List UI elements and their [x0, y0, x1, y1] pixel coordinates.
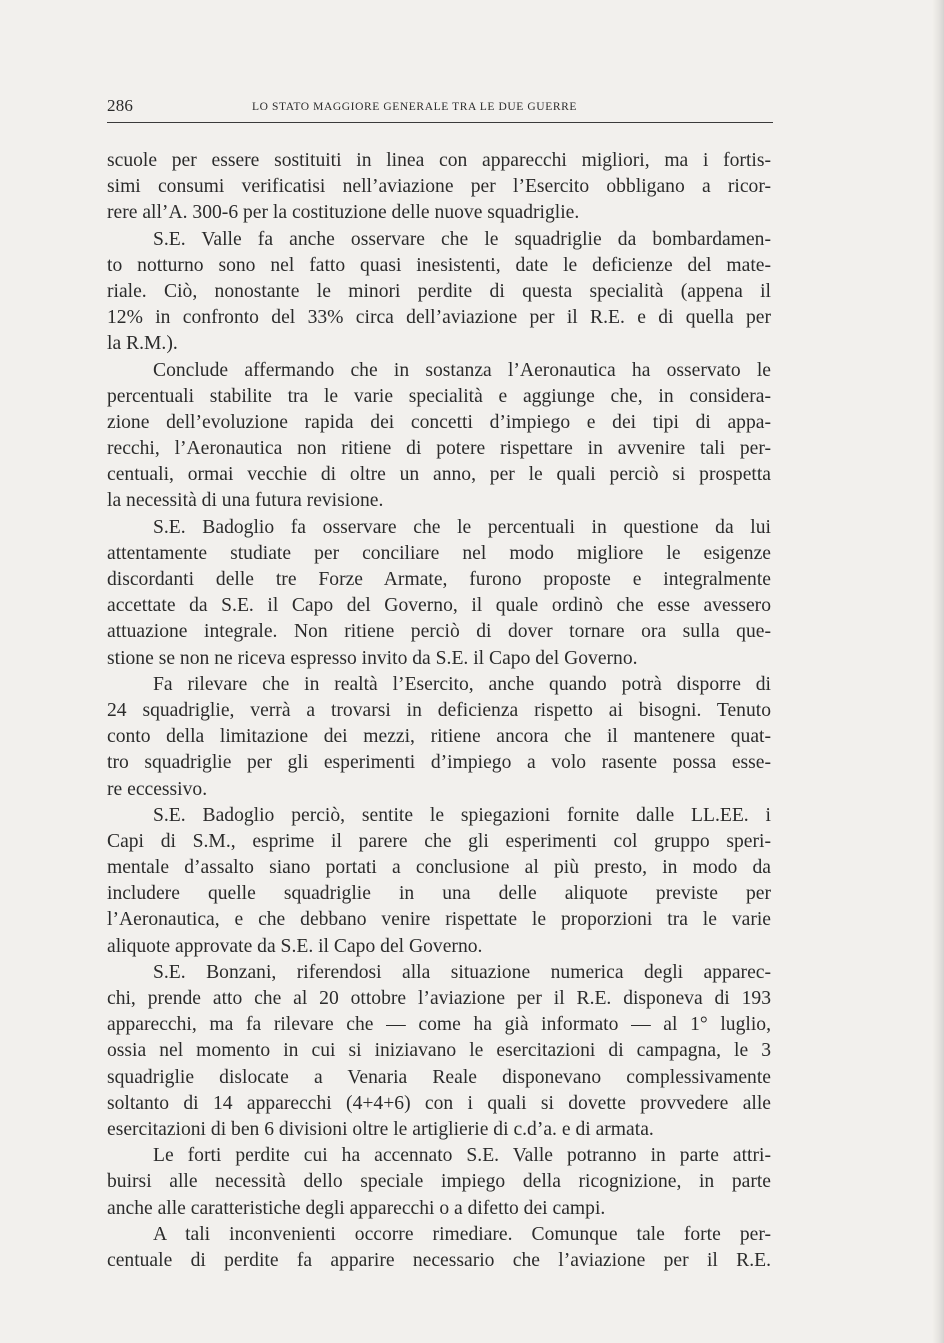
text-line: esercitazioni di ben 6 divisioni oltre le artiglierie di c.d’a. e di armata.: [107, 1118, 654, 1140]
text-line: 12% in confronto del 33% circa dell’aviazione per il R.E. e di quella per: [107, 307, 771, 329]
text-line: apparecchi, ma fa rilevare che — come ha già informato — al 1° luglio,: [107, 1014, 771, 1036]
text-line: accettate da S.E. il Capo del Governo, il quale ordinò che esse avessero: [107, 595, 771, 617]
text-line: zione dell’evoluzione rapida dei concetti d’impiego e dei tipi di appa-: [107, 411, 771, 433]
text-line: la R.M.).: [107, 333, 178, 355]
text-line: S.E. Bonzani, riferendosi alla situazione numerica degli apparec-: [153, 961, 771, 983]
text-line: Conclude affermando che in sostanza l’Aeronautica ha osservato le: [153, 359, 771, 381]
text-line: Capi di S.M., esprime il parere che gli esperimenti col gruppo speri-: [107, 830, 771, 852]
page-header: [107, 92, 773, 123]
paragraph: [107, 672, 771, 803]
text-line: centuale di perdite fa apparire necessario che l’aviazione per il R.E.: [107, 1249, 771, 1271]
text-line: centuali, ormai vecchie di oltre un anno, per le quali perciò si prospetta: [107, 464, 771, 486]
text-line: includere quelle squadriglie in una delle aliquote previste per: [107, 883, 771, 905]
text-line: l’Aeronautica, e che debbano venire rispettate le proporzioni tra le varie: [107, 909, 771, 931]
text-line: rere all’A. 300-6 per la costituzione delle nuove squadriglie.: [107, 202, 580, 224]
text-line: riale. Ciò, nonostante le minori perdite di questa specialità (appena il: [107, 280, 771, 302]
text-line: Le forti perdite cui ha accennato S.E. Valle potranno in parte attri-: [153, 1145, 771, 1167]
text-line: Fa rilevare che in realtà l’Esercito, anche quando potrà disporre di: [153, 673, 771, 695]
text-line: anche alle caratteristiche degli apparecchi o a difetto dei campi.: [107, 1197, 606, 1219]
text-line: S.E. Badoglio perciò, sentite le spiegazioni fornite dalle LL.EE. i: [153, 804, 771, 826]
paragraph: [107, 227, 771, 358]
text-line: simi consumi verificatisi nell’aviazione per l’Esercito obbligano a ricor-: [107, 176, 771, 198]
text-line: squadriglie dislocate a Venaria Reale disponevano complessivamente: [107, 1066, 771, 1088]
text-line: soltanto di 14 apparecchi (4+4+6) con i quali si dovette provvedere alle: [107, 1092, 771, 1114]
paragraph: [107, 803, 771, 960]
page-number: 286: [107, 96, 134, 115]
text-line: to notturno sono nel fatto quasi inesistenti, date le deficienze del mate-: [107, 254, 771, 276]
text-line: re eccessivo.: [107, 778, 208, 800]
page-spine-shadow: [932, 0, 944, 1343]
text-line: ossia nel momento in cui si iniziavano le esercitazioni di campagna, le 3: [107, 1040, 771, 1062]
text-line: discordanti delle tre Forze Armate, furono proposte e integralmente: [107, 569, 771, 590]
paragraph: [107, 358, 771, 515]
text-line: tro squadriglie per gli esperimenti d’impiego a volo rasente possa esse-: [107, 752, 771, 774]
text-line: attuazione integrale. Non ritiene perciò di dover tornare ora sulla que-: [107, 621, 771, 643]
text-line: A tali inconvenienti occorre rimediare. Comunque tale forte per-: [153, 1223, 771, 1245]
text-line: aliquote approvate da S.E. il Capo del Governo.: [107, 935, 483, 957]
body-text: [107, 148, 771, 1274]
text-line: attentamente studiate per conciliare nel modo migliore le esigenze: [107, 542, 771, 564]
text-line: chi, prende atto che al 20 ottobre l’aviazione per il R.E. disponeva di 193: [107, 988, 771, 1009]
running-title: LO STATO MAGGIORE GENERALE TRA LE DUE GUERRE: [252, 101, 578, 113]
paragraph: [107, 1143, 771, 1222]
text-line: percentuali stabilite tra le varie specialità e aggiunge che, in considera-: [107, 385, 771, 407]
paragraph: [107, 515, 771, 672]
text-line: mentale d’assalto siano portati a conclusione al più presto, in modo da: [107, 857, 771, 879]
paragraph: [107, 1222, 771, 1274]
paragraph: [107, 148, 771, 227]
text-line: buirsi alle necessità dello speciale impiego della ricognizione, in parte: [107, 1171, 771, 1193]
text-line: scuole per essere sostituiti in linea con apparecchi migliori, ma i fortis-: [107, 150, 771, 171]
text-line: 24 squadriglie, verrà a trovarsi in deficienza rispetto ai bisogni. Tenuto: [107, 699, 771, 721]
text-line: S.E. Valle fa anche osservare che le squadriglie da bombardamen-: [153, 228, 771, 250]
text-line: recchi, l’Aeronautica non ritiene di potere rispettare in avvenire tali per-: [107, 438, 771, 460]
paragraph: [107, 960, 771, 1143]
text-line: la necessità di una futura revisione.: [107, 490, 384, 512]
text-line: S.E. Badoglio fa osservare che le percentuali in questione da lui: [153, 516, 771, 538]
text-line: conto della limitazione dei mezzi, ritiene ancora che il mantenere quat-: [107, 726, 771, 748]
text-line: stione se non ne riceva espresso invito da S.E. il Capo del Governo.: [107, 647, 638, 669]
